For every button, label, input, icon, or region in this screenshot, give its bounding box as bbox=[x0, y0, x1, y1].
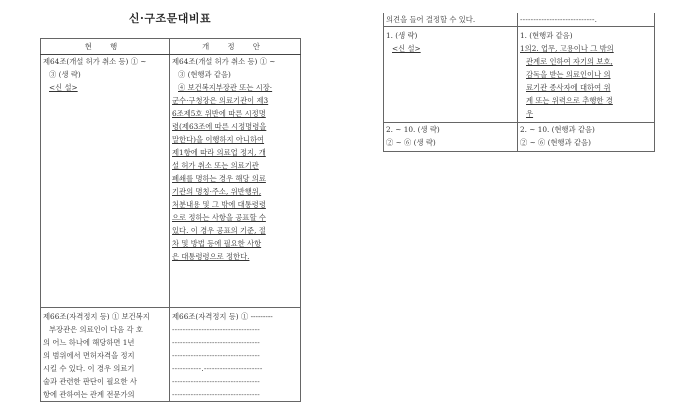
text-line: --------------------------------- bbox=[172, 338, 260, 347]
text-line: --------------------------------- bbox=[172, 325, 260, 334]
header-proposed: 개 정 안 bbox=[170, 39, 301, 55]
text-line: 2. ~ 10. (현행과 같음) bbox=[520, 125, 595, 134]
table-row bbox=[41, 55, 301, 308]
text-line: 관계로 인하여 자기의 보호, bbox=[526, 57, 613, 66]
text-line: ③ (생 략) bbox=[49, 70, 81, 79]
text-line: 제64조(개설 허가 취소 등) ① ~ bbox=[43, 57, 147, 66]
text-line: 6조제5호 위반에 따른 시정명 bbox=[172, 109, 266, 118]
text-line: 2. ~ 10. (생 략) bbox=[386, 125, 440, 134]
text-line: 폐쇄를 명하는 경우 해당 의료 bbox=[172, 174, 266, 183]
text-line: 차 및 방법 등에 필요한 사항 bbox=[172, 239, 262, 248]
text-line: ③ (현행과 같음) bbox=[178, 70, 231, 79]
text-line: 감독을 받는 의료인이나 의 bbox=[526, 70, 611, 79]
text-line: 의 어느 하나에 해당하면 1년 bbox=[43, 338, 135, 347]
text-line: 술과 관련한 판단이 필요한 사 bbox=[43, 377, 137, 386]
text-line: 의견을 들어 결정할 수 있다. bbox=[386, 15, 476, 24]
table-row bbox=[41, 308, 301, 402]
proposed-cell bbox=[518, 27, 655, 123]
text-line: 은 대통령령으로 정한다. bbox=[172, 252, 250, 261]
text-line: 부장관은 의료인이 다음 각 호 bbox=[49, 325, 143, 334]
current-cell bbox=[41, 55, 170, 308]
text-line: 있다. 이 경우 공표의 기준, 절 bbox=[172, 226, 266, 235]
text-line: 1. (생 략) bbox=[386, 31, 418, 40]
current-cell bbox=[384, 123, 518, 152]
page-title: 신·구조문대비표 bbox=[128, 12, 212, 25]
text-line: 1. (현행과 같음) bbox=[520, 31, 573, 40]
text-line: 으로 정하는 사항을 공표할 수 bbox=[172, 213, 266, 222]
text-line: 제64조(개설 허가 취소 등) ① ~ bbox=[172, 57, 276, 66]
text-line: --------------------------------- bbox=[172, 390, 260, 399]
text-line: 의 범위에서 면허자격을 정지 bbox=[43, 351, 135, 360]
proposed-cell bbox=[170, 55, 301, 308]
text-line: 제66조(자격정지 등) ① --------- bbox=[172, 312, 273, 321]
text-line: 시킬 수 있다. 이 경우 의료기 bbox=[43, 364, 135, 373]
right-comparison-table bbox=[383, 13, 655, 152]
proposed-cell bbox=[518, 123, 655, 152]
text-line: 1의2. 업무, 고용이나 그 밖의 bbox=[520, 44, 614, 53]
new-provision-mark: <신 설> bbox=[49, 83, 78, 92]
table-row bbox=[384, 123, 655, 152]
text-line: ④ 보건복지부장관 또는 시장· bbox=[178, 83, 273, 92]
new-provision-mark: <신 설> bbox=[392, 44, 421, 53]
text-line: 령(제63조에 따른 시정명령을 bbox=[172, 122, 267, 131]
header-current: 현 행 bbox=[41, 39, 170, 55]
text-line: --------------------------------- bbox=[172, 377, 260, 386]
text-line: 군수·구청장은 의료기관이 제3 bbox=[172, 96, 269, 105]
text-line: 제1항에 따라 의료업 정지, 개 bbox=[172, 148, 266, 157]
current-cell bbox=[384, 27, 518, 123]
text-line: 제66조(자격정지 등) ① 보건복지 bbox=[43, 312, 150, 321]
table-row bbox=[384, 27, 655, 123]
text-line: 계 또는 위력으로 추행한 경 bbox=[526, 96, 613, 105]
current-cell bbox=[41, 308, 170, 402]
text-line: 우 bbox=[526, 109, 534, 118]
current-cell bbox=[384, 13, 518, 27]
text-line: 말한다)을 이행하지 아니하여 bbox=[172, 135, 265, 144]
text-line: 설 허가 취소 또는 의료기관 bbox=[172, 161, 259, 170]
text-line: --------------------------------- bbox=[172, 351, 260, 360]
text-line: -----------.---------------------- bbox=[172, 364, 263, 373]
header-row bbox=[41, 39, 301, 55]
text-line: ② ~ ⑥ (생 략) bbox=[386, 138, 436, 147]
text-line: 처분내용 및 그 밖에 대통령령 bbox=[172, 200, 266, 209]
text-line: 료기관 종사자에 대하여 위 bbox=[526, 83, 611, 92]
proposed-cell bbox=[518, 13, 655, 27]
text-line: ② ~ ⑥ (현행과 같음) bbox=[520, 138, 591, 147]
table-row bbox=[384, 13, 655, 27]
text-line: 기관의 명칭·주소, 위반행위, bbox=[172, 187, 262, 196]
text-line: ----------------------------. bbox=[520, 15, 598, 24]
proposed-cell bbox=[170, 308, 301, 402]
text-line: 항에 관하여는 관계 전문가의 bbox=[43, 390, 135, 399]
left-comparison-table bbox=[40, 38, 301, 402]
